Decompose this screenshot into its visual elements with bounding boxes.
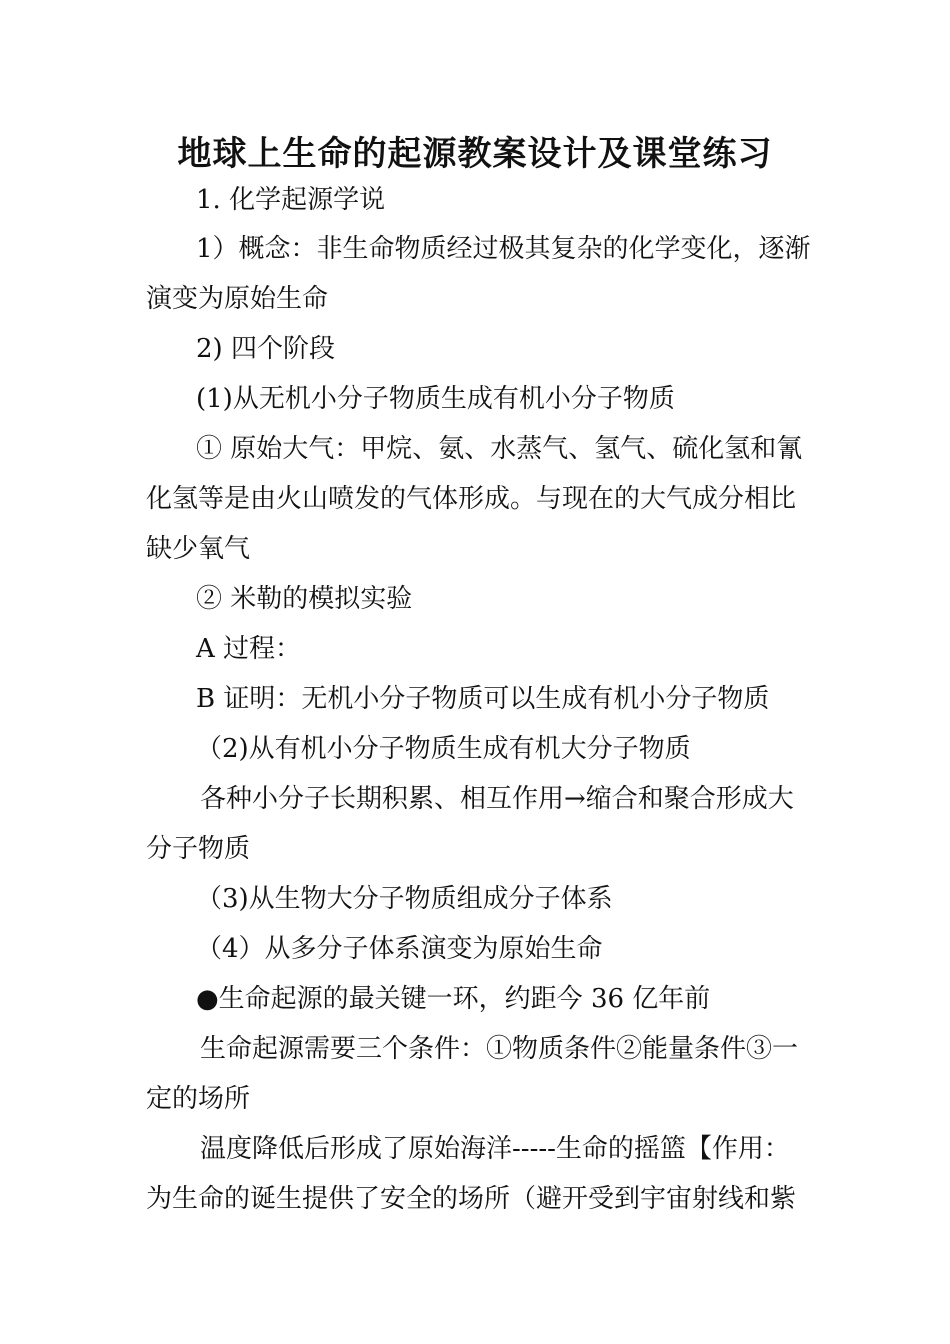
primitive-atmosphere-line-3: 缺少氧气: [146, 534, 251, 564]
key-step-bullet: ●生命起源的最关键一环，约距今 36 亿年前: [196, 984, 711, 1014]
concept-line-1: 1）概念：非生命物质经过极其复杂的化学变化，逐渐: [196, 234, 811, 264]
ocean-line-1: 温度降低后形成了原始海洋-----生命的摇篮【作用：: [200, 1134, 790, 1164]
miller-experiment-heading: ② 米勒的模拟实验: [196, 584, 413, 614]
document-title: 地球上生命的起源教案设计及课堂练习: [177, 134, 773, 174]
stage-3-heading: （3)从生物大分子物质组成分子体系: [196, 884, 613, 914]
conditions-line-1: 生命起源需要三个条件：①物质条件②能量条件③一: [200, 1034, 799, 1064]
ocean-line-2: 为生命的诞生提供了安全的场所（避开受到宇宙射线和紫: [146, 1184, 797, 1214]
stage-2-line-2: 分子物质: [146, 834, 251, 864]
conditions-line-2: 定的场所: [146, 1084, 251, 1114]
primitive-atmosphere-line-1: ① 原始大气：甲烷、氨、水蒸气、氢气、硫化氢和氰: [196, 434, 803, 464]
stage-4-heading: （4）从多分子体系演变为原始生命: [196, 934, 603, 964]
stage-2-heading: （2)从有机小分子物质生成有机大分子物质: [196, 734, 691, 764]
heading-chemical-origin: 1. 化学起源学说: [196, 185, 386, 215]
concept-line-2: 演变为原始生命: [146, 284, 329, 314]
process-item: A 过程：: [196, 634, 302, 664]
proof-item: B 证明：无机小分子物质可以生成有机小分子物质: [196, 684, 770, 714]
stage-1-heading: (1)从无机小分子物质生成有机小分子物质: [196, 384, 675, 414]
four-stages-heading: 2) 四个阶段: [196, 334, 335, 364]
primitive-atmosphere-line-2: 化氢等是由火山喷发的气体形成。与现在的大气成分相比: [146, 484, 797, 514]
stage-2-line-1: 各种小分子长期积累、相互作用→缩合和聚合形成大: [200, 784, 794, 814]
